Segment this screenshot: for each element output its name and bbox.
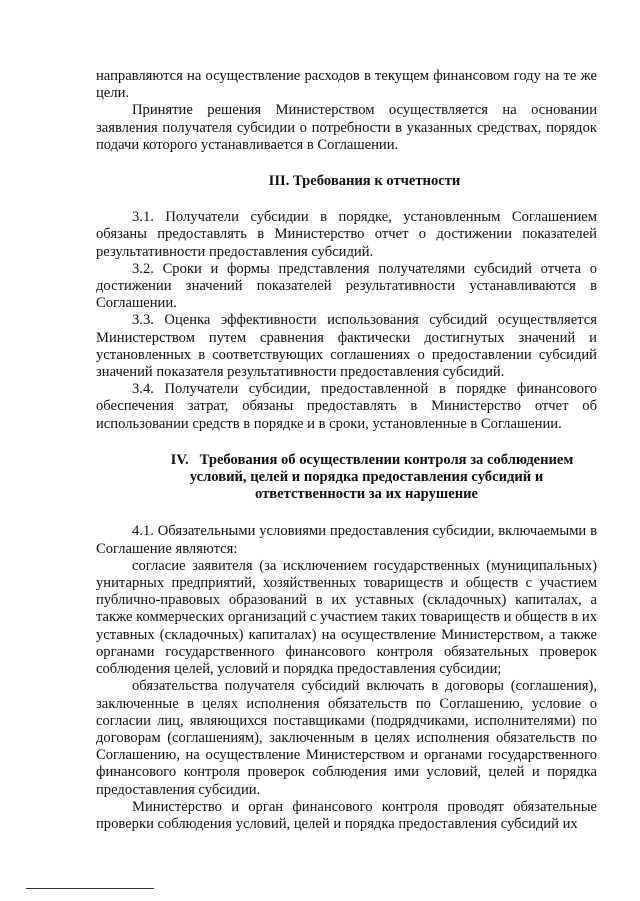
paragraph-3-4: 3.4. Получатели субсидии, предоставленной в порядке финансового обеспечения затрат, обязаны предоставлять в Министерство отчет об использовании средств в порядке и в сроки, установленные в Соглашении. [96, 381, 597, 432]
section-4-title: Требования об осуществлении контроля за соблюдением условий, целей и порядка предоставления субсидий и ответственности за их нарушение [189, 451, 574, 503]
section-4-heading [96, 452, 597, 504]
paragraph-ministry-checks: Министерство и орган финансового контроля проводят обязательные проверки соблюдения условий, целей и порядка предоставления субсидий их [96, 798, 597, 832]
section-4-number: IV. [170, 451, 189, 468]
paragraph-continuation: направляются на осуществление расходов в текущем финансовом году на те же цели. [96, 68, 597, 102]
paragraph-decision: Принятие решения Министерством осуществляется на основании заявления получателя субсидии о потребности в указанных средствах, порядок подачи которого устанавливается в Соглашении. [96, 102, 597, 153]
paragraph-3-2: 3.2. Сроки и формы представления получателями субсидий отчета о достижении значений показателей результативности устанавливаются в Соглашении. [96, 260, 597, 312]
paragraph-4-1: 4.1. Обязательными условиями предоставления субсидии, включаемыми в Соглашение являются: [96, 523, 597, 557]
paragraph-consent: согласие заявителя (за исключением государственных (муниципальных) унитарных предприятий, хозяйственных товариществ и обществ с участием публично-правовых образований в их уставных (складочных) капиталах, а также коммерческих организаций с участием таких товариществ и обществ в их уставных (складочных) капиталах) на осуществление Министерством, а также органами государственного финансового контроля обязательных проверок соблюдения целей, условий и порядка предоставления субсидии; [96, 557, 597, 678]
paragraph-3-3: 3.3. Оценка эффективности использования субсидий осуществляется Министерством путем сравнения фактически достигнутых значений и установленных в соответствующих соглашениях о предоставлении субсидий значений показателя результативности предоставления субсидий. [96, 312, 597, 381]
footer-rule [26, 888, 154, 889]
paragraph-obligation: обязательства получателя субсидий включать в договоры (соглашения), заключенные в целях исполнения обязательств по Соглашению, условие о согласии лиц, являющихся поставщиками (подрядчиками, исполнителями) по договорам (соглашениям), заключенным в целях исполнения обязательств по Соглашению, на осуществление Министерством и органами государственного финансового контроля проверок соблюдения ими условий, целей и порядка предоставления субсидии. [96, 678, 597, 798]
paragraph-3-1: 3.1. Получатели субсидии в порядке, установленным Соглашением обязаны предоставлять в Министерство отчет о достижении показателей результативности предоставления субсидий. [96, 209, 597, 260]
section-3-heading: III. Требования к отчетности [268, 173, 461, 190]
document-page [96, 68, 597, 833]
